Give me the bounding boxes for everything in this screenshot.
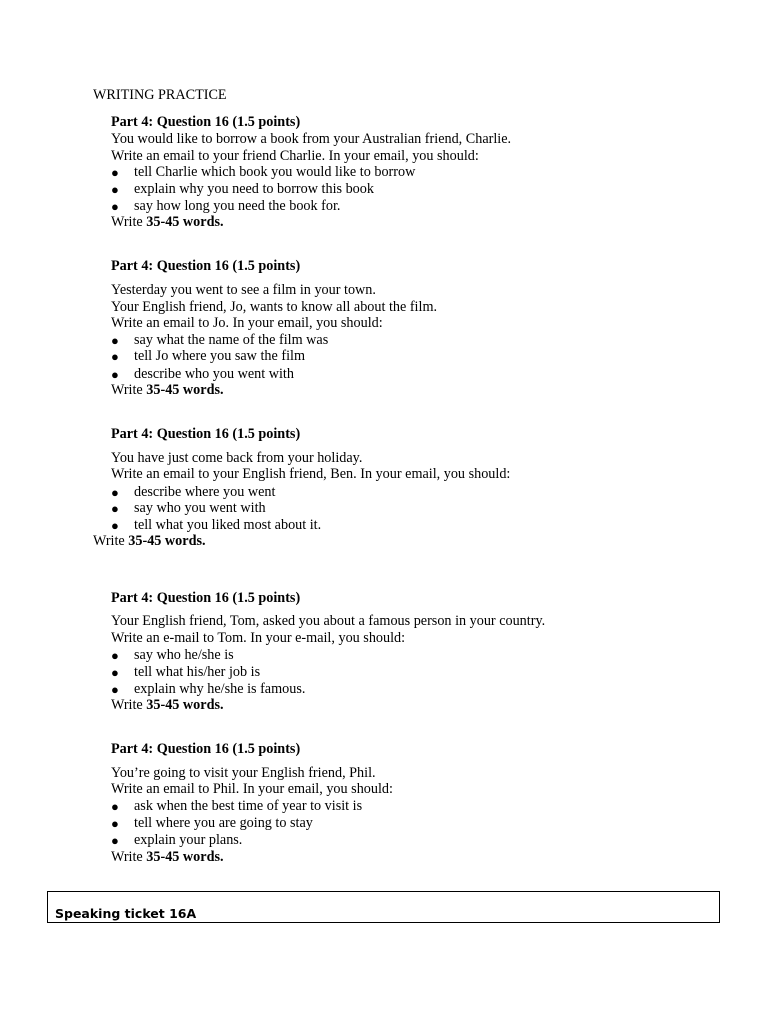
word-count-instruction: Write 35-45 words. — [111, 849, 224, 865]
task-intro-line: Your English friend, Jo, wants to know all about the film. — [111, 299, 438, 315]
task-intro-line: Write an e-mail to Tom. In your e-mail, you should: — [111, 630, 406, 646]
word-count-instruction: Write 35-45 words. — [111, 214, 224, 230]
bullet-icon: ● — [111, 501, 119, 516]
task-intro-line: You have just come back from your holiday. — [111, 450, 363, 466]
task-intro-line: Yesterday you went to see a film in your town. — [111, 282, 376, 298]
word-count-instruction: Write 35-45 words. — [93, 533, 206, 549]
task-intro-line: Write an email to your English friend, Ben. In your email, you should: — [111, 466, 511, 482]
task-intro-line: Write an email to Phil. In your email, you should: — [111, 781, 393, 797]
task-title: Part 4: Question 16 (1.5 points) — [111, 114, 301, 130]
bullet-icon: ● — [111, 199, 119, 214]
bullet-icon: ● — [111, 799, 119, 814]
bullet-icon: ● — [111, 833, 119, 848]
bullet-icon: ● — [111, 816, 119, 831]
task-title: Part 4: Question 16 (1.5 points) — [111, 741, 301, 757]
word-count-instruction: Write 35-45 words. — [111, 382, 224, 398]
bullet-icon: ● — [111, 349, 119, 364]
bullet-icon: ● — [111, 182, 119, 197]
task-intro-line: You would like to borrow a book from your Australian friend, Charlie. — [111, 131, 512, 147]
bullet-icon: ● — [111, 367, 119, 382]
speaking-ticket-label: Speaking ticket 16A — [55, 906, 197, 921]
page-heading: WRITING PRACTICE — [93, 87, 227, 103]
word-count-instruction: Write 35-45 words. — [111, 697, 224, 713]
task-intro-line: Your English friend, Tom, asked you about a famous person in your country. — [111, 613, 546, 629]
bullet-icon: ● — [111, 665, 119, 680]
task-title: Part 4: Question 16 (1.5 points) — [111, 426, 301, 442]
bullet-icon: ● — [111, 165, 119, 180]
bullet-icon: ● — [111, 682, 119, 697]
bullet-icon: ● — [111, 485, 119, 500]
bullet-icon: ● — [111, 333, 119, 348]
bullet-icon: ● — [111, 518, 119, 533]
task-title: Part 4: Question 16 (1.5 points) — [111, 258, 301, 274]
task-intro-line: You’re going to visit your English friend, Phil. — [111, 765, 376, 781]
task-title: Part 4: Question 16 (1.5 points) — [111, 590, 301, 606]
bullet-icon: ● — [111, 648, 119, 663]
speaking-ticket-box — [47, 891, 720, 923]
task-intro-line: Write an email to your friend Charlie. In your email, you should: — [111, 148, 479, 164]
task-intro-line: Write an email to Jo. In your email, you should: — [111, 315, 383, 331]
